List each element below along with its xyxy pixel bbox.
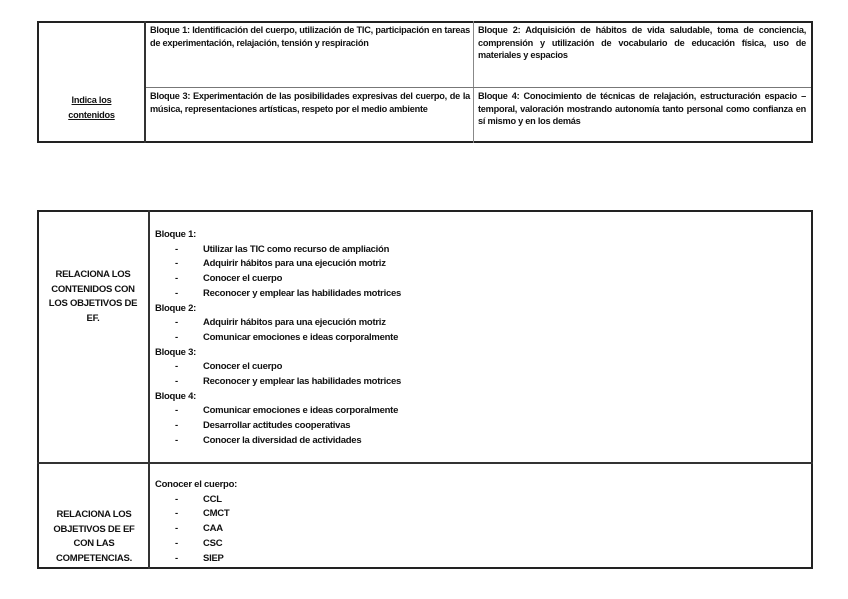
list-item [155,331,795,346]
dash: - [175,420,178,432]
list-item [155,257,795,272]
bloque-3-cell: Bloque 3: Experimentación de las posibilidades expresivas del cuerpo, de la música, representaciones artísticas, respeto por el medio ambiente [150,91,470,114]
group-title: Bloque 1: [155,229,197,240]
dash: - [175,376,178,388]
item-text: Reconocer y emplear las habilidades motrices [203,376,402,388]
contents-label: Indica los contenidos [68,95,115,120]
item-text: CAA [203,523,223,535]
dash: - [175,258,178,270]
row2-content [155,478,795,566]
divider [473,21,474,143]
divider [146,87,811,88]
list-item [155,419,795,434]
divider [148,210,150,569]
dash: - [175,493,178,505]
bloque-4-cell: Bloque 4: Conocimiento de técnicas de relajación, estructuración espacio – temporal, valoración mostrando autonomía tanto personal como confianza en sí mismo y en los demás [478,91,806,126]
dash: - [175,287,178,299]
group-title: Bloque 3: [155,346,197,358]
dash: - [175,523,178,535]
item-text: Adquirir hábitos para una ejecución motriz [203,258,386,270]
item-text: Comunicar emociones e ideas corporalmente [203,405,399,417]
item-text: Reconocer y emplear las habilidades motrices [203,287,402,299]
list-item [155,434,795,449]
list-item [155,552,795,567]
dash: - [175,552,178,564]
group-title: Conocer el cuerpo: [155,479,238,490]
group-title: Bloque 4: [155,390,197,402]
list-item [155,404,795,419]
bloque-1-cell: Bloque 1: Identificación del cuerpo, utilización de TIC, participación en tareas de experimentación, relajación, tensión y respiración [150,25,470,48]
item-text: SIEP [203,552,224,564]
list-item [155,537,795,552]
item-text: CSC [203,537,223,549]
row2-label: RELACIONA LOS OBJETIVOS DE EF CON LAS COMPETENCIAS. [53,509,135,564]
item-text: Comunicar emociones e ideas corporalmente [203,331,399,343]
list-item [155,375,795,390]
dash: - [175,361,178,373]
item-text: Desarrollar actitudes cooperativas [203,420,351,432]
dash: - [175,273,178,285]
contents-label-cell [39,88,144,128]
item-text: Utilizar las TIC como recurso de ampliación [203,243,390,255]
dash: - [175,434,178,446]
group-title: Bloque 2: [155,302,197,314]
list-item [155,287,795,302]
divider [37,462,813,464]
divider [144,21,146,143]
list-item [155,493,795,508]
item-text: Conocer la diversidad de actividades [203,434,362,446]
item-text: Conocer el cuerpo [203,361,283,373]
bloque-2-cell: Bloque 2: Adquisición de hábitos de vida saludable, toma de conciencia, comprensión y utilización de vocabulario de educación física, uso de materiales y espacios [478,25,806,60]
dash: - [175,537,178,549]
list-item [155,243,795,258]
dash: - [175,317,178,329]
list-item [155,360,795,375]
row1-label: RELACIONA LOS CONTENIDOS CON LOS OBJETIVOS DE EF. [48,269,138,324]
row1-content [155,228,795,449]
list-item [155,522,795,537]
list-item [155,507,795,522]
item-text: CMCT [203,508,230,520]
dash: - [175,331,178,343]
dash: - [175,508,178,520]
list-item [155,316,795,331]
item-text: Conocer el cuerpo [203,273,283,285]
dash: - [175,243,178,255]
list-item [155,272,795,287]
item-text: CCL [203,493,222,505]
dash: - [175,405,178,417]
item-text: Adquirir hábitos para una ejecución motriz [203,317,386,329]
